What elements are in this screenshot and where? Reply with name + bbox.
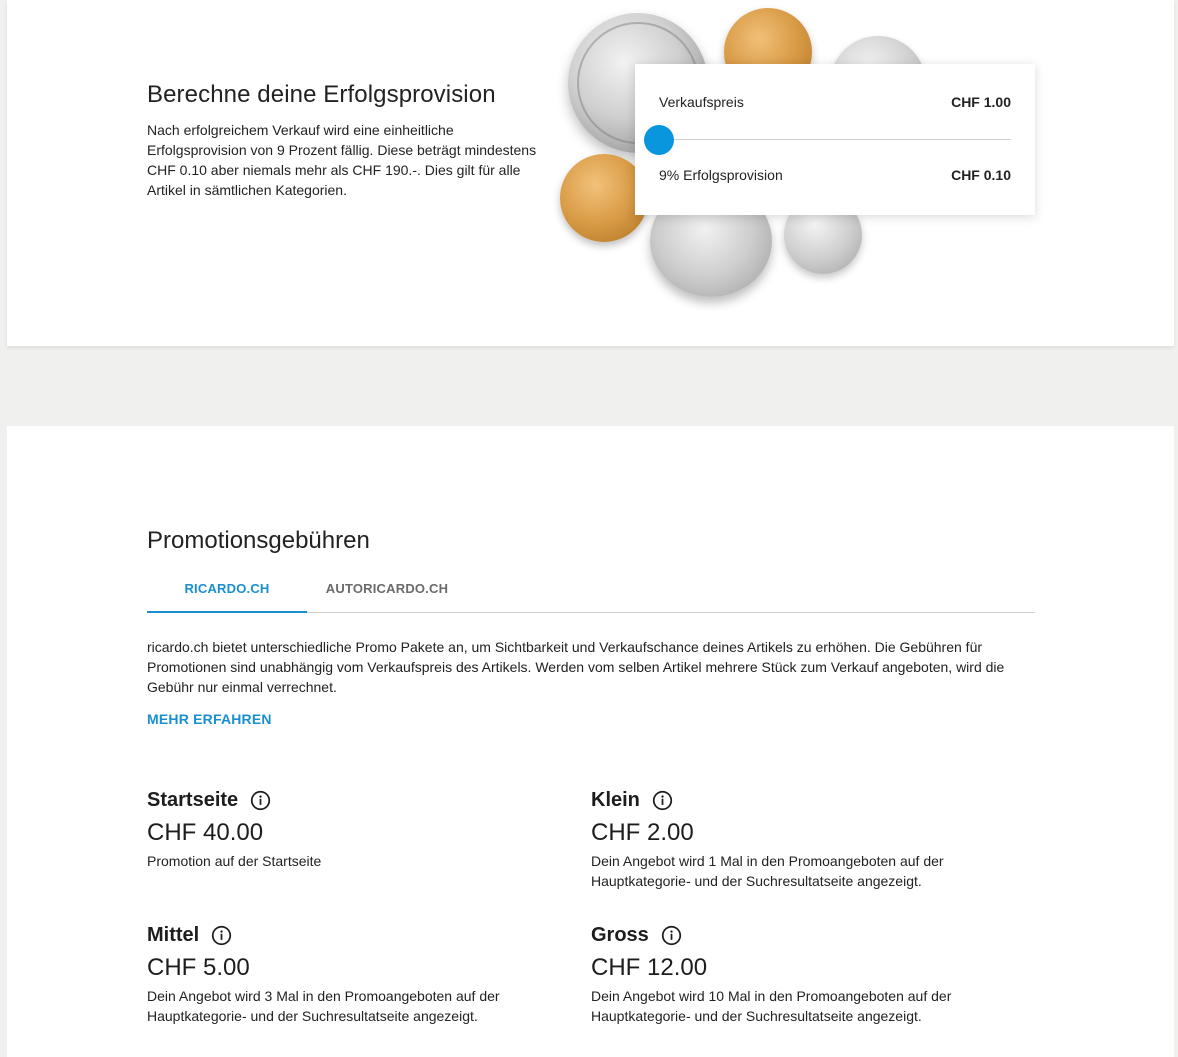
promotion-description: ricardo.ch bietet unterschiedliche Promo Pakete an, um Sichtbarkeit und Verkaufschance deines Artikels zu erhöhen. Die Gebühren für Promotionen sind unabhängig vom Verkaufspreis des Artikels. Werden vom selben Artikel mehrere Stück zum Verkauf angeboten, wird die Gebühr nur einmal verrechnet. — [147, 639, 1005, 695]
package-description: Dein Angebot wird 10 Mal in den Promoangeboten auf der Hauptkategorie- und der Suchresultatseite angezeigt. — [591, 988, 952, 1024]
package-price: CHF 12.00 — [591, 954, 708, 981]
commission-description: Nach erfolgreichem Verkauf wird eine einheitliche Erfolgsprovision von 9 Prozent fällig. Diese beträgt mindestens CHF 0.10 aber niemals mehr als CHF 190.-. Dies gilt für alle Artikel in sämtlichen Kategorien. — [147, 122, 537, 198]
promotion-tabs — [147, 569, 1035, 613]
package-gross — [591, 922, 971, 1026]
package-description: Dein Angebot wird 3 Mal in den Promoangeboten auf der Hauptkategorie- und der Suchresultatseite angezeigt. — [147, 988, 500, 1024]
price-value: CHF 1.00 — [951, 94, 1011, 110]
commission-value: CHF 0.10 — [951, 167, 1011, 183]
price-slider-thumb[interactable] — [644, 125, 674, 155]
package-price: CHF 5.00 — [147, 954, 250, 981]
info-icon[interactable] — [250, 790, 271, 811]
price-label: Verkaufspreis — [659, 94, 744, 110]
commission-calculator — [635, 64, 1035, 215]
info-icon[interactable] — [652, 790, 673, 811]
package-price: CHF 2.00 — [591, 819, 694, 846]
package-name: Mittel — [147, 923, 200, 946]
more-info-link[interactable]: MEHR ERFAHREN — [147, 711, 272, 727]
commission-section — [7, 0, 1174, 346]
package-name: Gross — [591, 923, 649, 946]
package-klein — [591, 787, 971, 891]
promotion-title: Promotionsgebühren — [147, 527, 370, 554]
package-mittel — [147, 922, 527, 1026]
tab-autoricardo[interactable]: AUTORICARDO.CH — [325, 581, 449, 596]
promotion-section — [7, 426, 1174, 1057]
package-description: Dein Angebot wird 1 Mal in den Promoangeboten auf der Hauptkategorie- und der Suchresultatseite angezeigt. — [591, 853, 944, 889]
package-description: Promotion auf der Startseite — [147, 853, 322, 869]
commission-title: Berechne deine Erfolgsprovision — [147, 81, 496, 108]
package-price: CHF 40.00 — [147, 819, 264, 846]
tab-ricardo[interactable]: RICARDO.CH — [147, 569, 307, 613]
package-startseite — [147, 787, 527, 871]
package-name: Startseite — [147, 788, 239, 811]
price-slider-track[interactable] — [659, 139, 1011, 140]
info-icon[interactable] — [211, 925, 232, 946]
package-name: Klein — [591, 788, 640, 811]
commission-label: 9% Erfolgsprovision — [659, 167, 783, 183]
info-icon[interactable] — [661, 925, 682, 946]
